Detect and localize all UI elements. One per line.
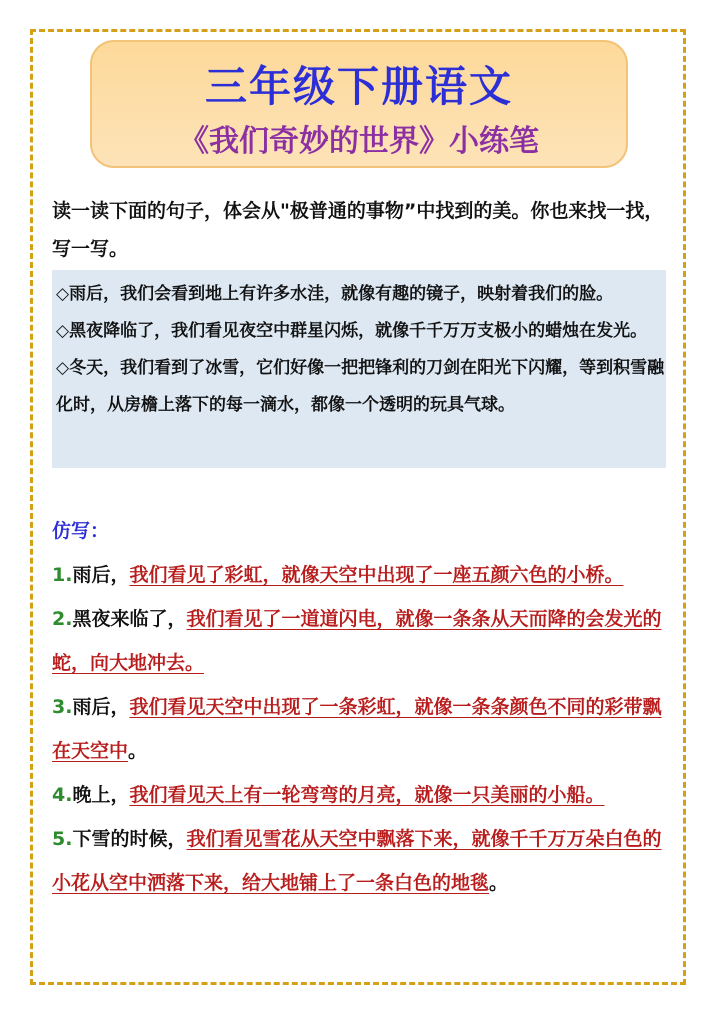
instructions: 读一读下面的句子，体会从"极普通的事物”中找到的美。你也来找一找，写一写。 (52, 200, 664, 260)
answer-prefix: 黑夜来临了， (72, 608, 187, 630)
page-title: 三年级下册语文 (204, 62, 513, 111)
answer-item (52, 597, 670, 685)
example-sentence: ◇黑夜降临了，我们看见夜空中群星闪烁，就像千千万万支极小的蜡烛在发光。 (56, 321, 648, 341)
answer-prefix: 雨后， (72, 696, 130, 718)
answer-number: 2. (52, 608, 73, 630)
example-sentence: ◇雨后，我们会看到地上有许多水洼，就像有趣的镜子，映射着我们的脸。 (56, 284, 614, 304)
answer-item (52, 817, 670, 905)
answer-prefix: 雨后， (72, 564, 130, 586)
answer-suffix: 。 (128, 740, 148, 762)
answer-item (52, 553, 670, 597)
answer-text: 我们看见雪花从天空中飘落下来，就像千千万万朵白色的小花从空中洒落下来，给大地铺上了一条白色的地毯 (52, 828, 662, 894)
answer-number: 4. (52, 784, 73, 806)
title-banner (90, 40, 628, 168)
answer-number: 5. (52, 828, 73, 850)
page-subtitle: 《我们奇妙的世界》小练笔 (179, 124, 539, 159)
answer-prefix: 晚上， (72, 784, 130, 806)
answer-item (52, 685, 670, 773)
answer-text: 我们看见了一道道闪电，就像一条条从天而降的会发光的蛇，向大地冲去。 (52, 608, 662, 674)
answer-list (52, 553, 670, 905)
imitation-label: 仿写： (52, 520, 110, 542)
answer-text: 我们看见天空中出现了一条彩虹，就像一条条颜色不同的彩带飘在天空中 (52, 696, 662, 762)
answer-text: 我们看见了彩虹，就像天空中出现了一座五颜六色的小桥。 (129, 564, 624, 586)
answer-number: 1. (52, 564, 73, 586)
answer-item (52, 773, 670, 817)
answer-prefix: 下雪的时候， (72, 828, 187, 850)
answer-number: 3. (52, 696, 73, 718)
example-sentence: ◇冬天，我们看到了冰雪，它们好像一把把锋利的刀剑在阳光下闪耀，等到积雪融化时，从房檐上落下的每一滴水，都像一个透明的玩具气球。 (56, 358, 665, 415)
answer-suffix: 。 (489, 872, 509, 894)
answer-text: 我们看见天上有一轮弯弯的月亮，就像一只美丽的小船。 (129, 784, 605, 806)
example-sentences-box (52, 270, 666, 468)
